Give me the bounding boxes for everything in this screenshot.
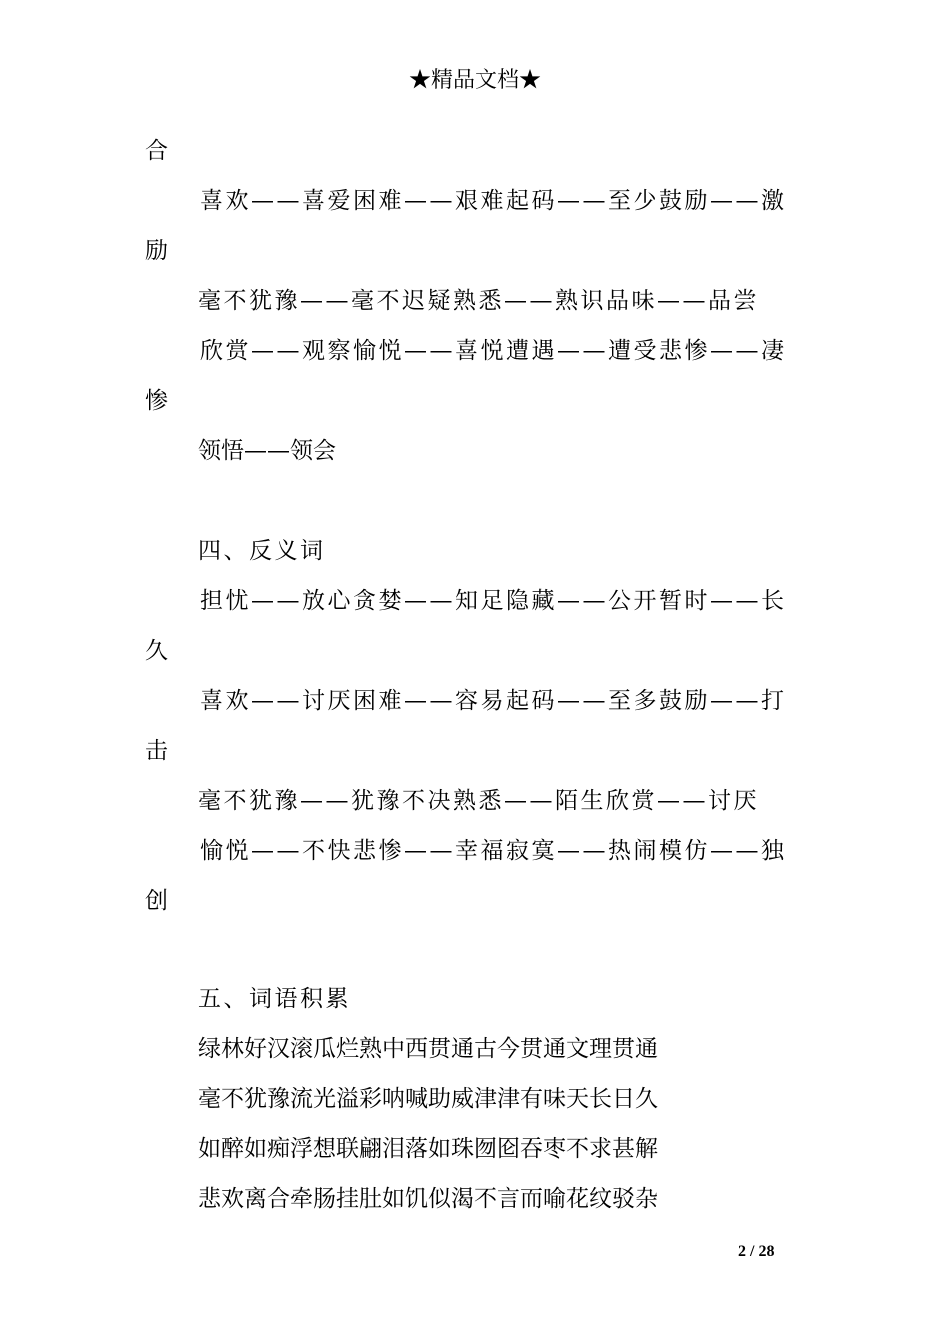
text-line: 毫不犹豫流光溢彩呐喊助威津津有味天长日久 <box>198 1086 658 1112</box>
text-line: 悲欢离合牵肠挂肚如饥似渴不言而喻花纹驳杂 <box>198 1186 658 1212</box>
text-line: 喜欢——喜爱困难——艰难起码——至少鼓励——激 <box>200 188 787 214</box>
page-number: 2 / 28 <box>738 1243 775 1260</box>
text-line: 毫不犹豫——犹豫不决熟悉——陌生欣赏——讨厌 <box>198 788 759 814</box>
text-line: 愉悦——不快悲惨——幸福寂寞——热闹模仿——独 <box>200 838 787 864</box>
text-line: 喜欢——讨厌困难——容易起码——至多鼓励——打 <box>200 688 787 714</box>
text-line: 击 <box>145 738 168 764</box>
text-line: 惨 <box>145 388 168 414</box>
text-line: 领悟——领会 <box>198 438 336 464</box>
text-line: 绿林好汉滚瓜烂熟中西贯通古今贯通文理贯通 <box>198 1036 658 1062</box>
text-line: 创 <box>145 888 168 914</box>
text-line: 久 <box>145 638 168 664</box>
text-line: 如醉如痴浮想联翩泪落如珠囫囵吞枣不求甚解 <box>198 1136 658 1162</box>
document-header: ★精品文档★ <box>408 68 541 93</box>
section-heading: 四、反义词 <box>198 538 326 564</box>
text-line: 担忧——放心贪婪——知足隐藏——公开暂时——长 <box>200 588 787 614</box>
text-line: 合 <box>145 138 168 164</box>
text-line: 励 <box>145 238 168 264</box>
section-heading: 五、词语积累 <box>198 986 351 1012</box>
text-line: 欣赏——观察愉悦——喜悦遭遇——遭受悲惨——凄 <box>200 338 787 364</box>
text-line: 毫不犹豫——毫不迟疑熟悉——熟识品味——品尝 <box>198 288 759 314</box>
